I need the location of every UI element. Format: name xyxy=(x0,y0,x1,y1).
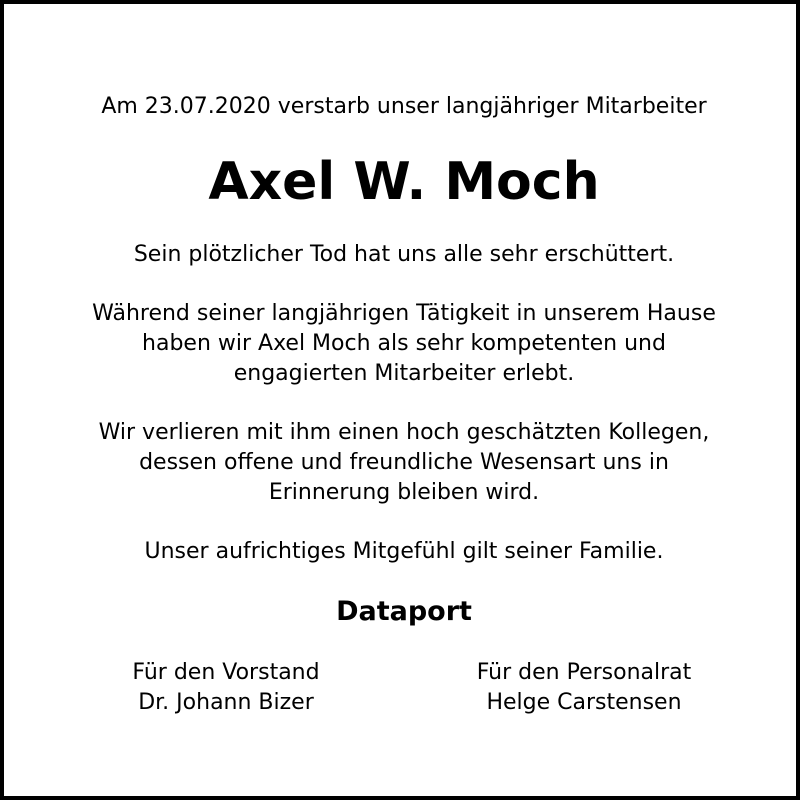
paragraph-colleague xyxy=(4,418,800,508)
paragraph-line: engagierten Mitarbeiter erlebt. xyxy=(233,361,575,386)
paragraph-line: dessen offene und freundliche Wesensart uns in xyxy=(139,450,669,475)
signature-staff-council xyxy=(434,658,734,718)
signature-board xyxy=(76,658,376,718)
signature-name: Helge Carstensen xyxy=(486,690,682,715)
paragraph-line: Unser aufrichtiges Mitgefühl gilt seiner Familie. xyxy=(144,539,664,564)
paragraph-family xyxy=(4,537,800,567)
signature-role: Für den Personalrat xyxy=(476,660,692,685)
paragraph-line: haben wir Axel Moch als sehr kompetenten und xyxy=(142,331,666,356)
deceased-name: Axel W. Moch xyxy=(208,152,600,212)
paragraph-line: Erinnerung bleiben wird. xyxy=(268,480,540,505)
signature-name: Dr. Johann Bizer xyxy=(138,690,314,715)
paragraph-line: Während seiner langjährigen Tätigkeit in unserem Hause xyxy=(92,301,716,326)
company-name: Dataport xyxy=(336,596,472,627)
intro-text: Am 23.07.2020 verstarb unser langjähriger Mitarbeiter xyxy=(101,94,707,119)
signature-role: Für den Vorstand xyxy=(132,660,320,685)
paragraph-tenure xyxy=(4,299,800,389)
paragraph-condolence xyxy=(4,240,800,270)
paragraph-line: Wir verlieren mit ihm einen hoch geschätzten Kollegen, xyxy=(98,420,710,445)
paragraph-line: Sein plötzlicher Tod hat uns alle sehr erschüttert. xyxy=(133,242,675,267)
